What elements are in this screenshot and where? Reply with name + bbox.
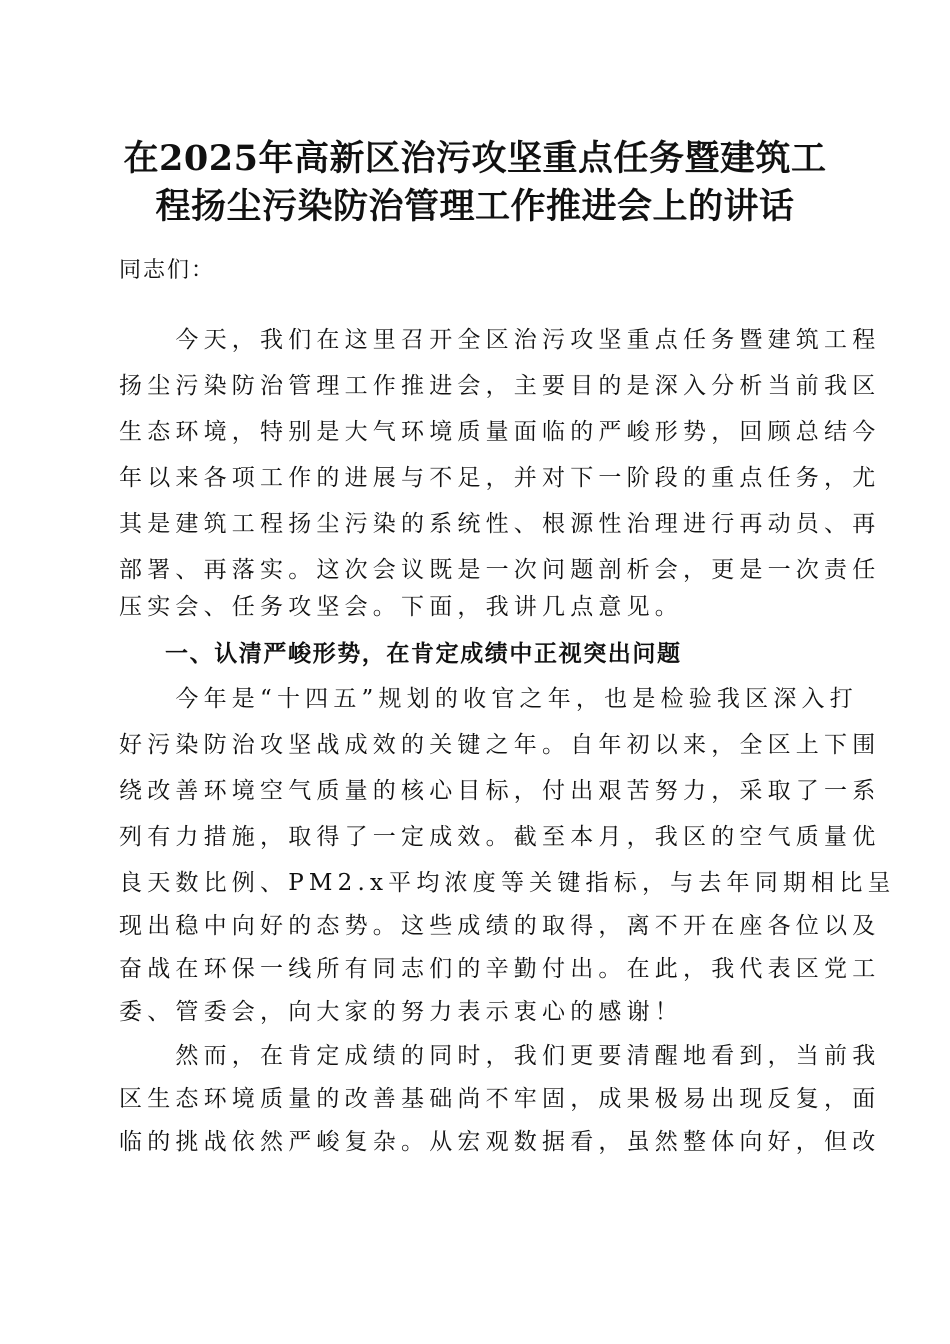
paragraph-2-line: 奋战在环保一线所有同志们的辛勤付出。在此，我代表区党工 <box>119 956 881 982</box>
paragraph-1-line: 年以来各项工作的进展与不足，并对下一阶段的重点任务，尤 <box>119 465 881 491</box>
paragraph-2-line: 今年是“十四五”规划的收官之年，也是检验我区深入打 <box>119 686 858 712</box>
paragraph-1-line: 其是建筑工程扬尘污染的系统性、根源性治理进行再动员、再 <box>119 511 881 537</box>
paragraph-2-line: 绕改善环境空气质量的核心目标，付出艰苦努力，采取了一系 <box>119 778 881 804</box>
paragraph-2-line: 列有力措施，取得了一定成效。截至本月，我区的空气质量优 <box>119 824 881 850</box>
paragraph-2-line: 好污染防治攻坚战成效的关键之年。自年初以来，全区上下围 <box>119 732 881 758</box>
paragraph-1-line: 生态环境，特别是大气环境质量面临的严峻形势，回顾总结今 <box>119 419 881 445</box>
paragraph-2-line: 委、管委会，向大家的努力表示衷心的感谢！ <box>119 999 683 1025</box>
paragraph-3-line: 然而，在肯定成绩的同时，我们更要清醒地看到，当前我 <box>119 1043 881 1069</box>
document-title-line-1: 在2025年高新区治污攻坚重点任务暨建筑工 <box>123 138 827 179</box>
paragraph-3-line: 区生态环境质量的改善基础尚不牢固，成果极易出现反复，面 <box>119 1086 881 1112</box>
paragraph-3-line: 临的挑战依然严峻复杂。从宏观数据看，虽然整体向好，但改 <box>119 1129 881 1155</box>
salutation: 同志们： <box>119 258 216 283</box>
paragraph-1-line: 部署、再落实。这次会议既是一次问题剖析会，更是一次责任 <box>119 557 881 583</box>
paragraph-1-line: 扬尘污染防治管理工作推进会，主要目的是深入分析当前我区 <box>119 373 881 399</box>
section-1-heading: 一、认清严峻形势，在肯定成绩中正视突出问题 <box>165 641 682 667</box>
paragraph-2-line: 良天数比例、PM2.x平均浓度等关键指标，与去年同期相比呈 <box>119 870 896 896</box>
document-title-line-2: 程扬尘污染防治管理工作推进会上的讲话 <box>155 186 795 227</box>
paragraph-1-line: 压实会、任务攻坚会。下面，我讲几点意见。 <box>119 594 683 620</box>
paragraph-2-line: 现出稳中向好的态势。这些成绩的取得，离不开在座各位以及 <box>119 913 881 939</box>
paragraph-1-line: 今天，我们在这里召开全区治污攻坚重点任务暨建筑工程 <box>119 327 881 353</box>
